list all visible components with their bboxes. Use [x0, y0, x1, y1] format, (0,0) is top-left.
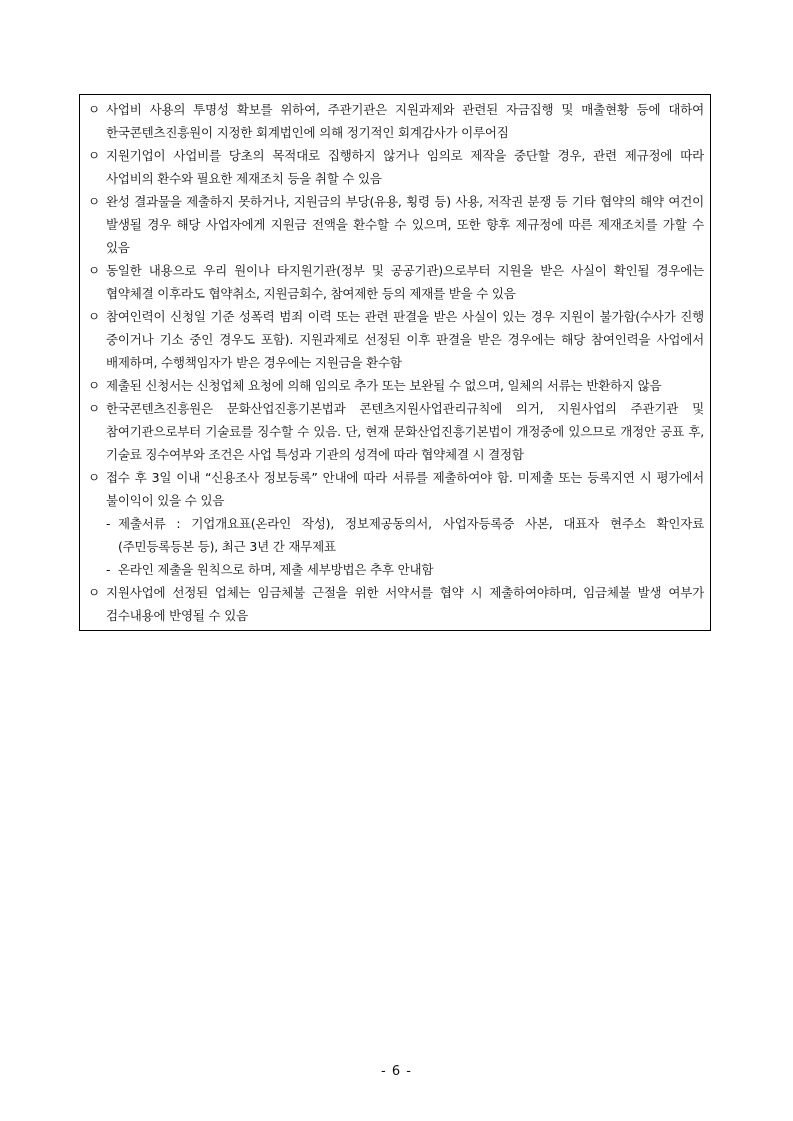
notice-text: 참여인력이 신청일 기준 성폭력 범죄 이력 또는 관련 판결을 받은 사실이 있는 경우 지원이 불가함(수사가 진행 중이거나 기소 중인 경우도 포함). 지원과제로 선정된 이후 판결을 받은 경우에는 해당 참여인력을 사업에서 배제하며, 수행책임자가 받은 경우에는 지원금을 환수함: [106, 309, 704, 370]
page-number: - 6 -: [381, 1064, 412, 1079]
sub-item-text: 온라인 제출을 원칙으로 하며, 제출 세부방법은 추후 안내함: [118, 562, 434, 577]
notice-item-refund: [88, 190, 704, 259]
notice-item-audit: [88, 98, 704, 144]
notice-text: 지원기업이 사업비를 당초의 목적대로 집행하지 않거나 임의로 제작을 중단할 경우, 관련 제규정에 따라 사업비의 환수와 필요한 제재조치 등을 취할 수 있음: [106, 148, 704, 186]
notice-item-misuse: [88, 144, 704, 190]
notice-text: 동일한 내용으로 우리 원이나 타지원기관(정부 및 공공기관)으로부터 지원을 받은 사실이 확인될 경우에는 협약체결 이후라도 협약취소, 지원금회수, 참여제한 등의 제재를 받을 수 있음: [106, 263, 704, 301]
sub-item-text: 제출서류 : 기업개요표(온라인 작성), 정보제공동의서, 사업자등록증 사본, 대표자 현주소 확인자료(주민등록등본 등), 최근 3년 간 재무제표: [118, 516, 704, 554]
bullet-mark: ㅇ: [88, 470, 101, 485]
notice-text: 사업비 사용의 투명성 확보를 위하여, 주관기관은 지원과제와 관련된 자금집행 및 매출현황 등에 대하여 한국콘텐츠진흥원이 지정한 회계법인에 의해 정기적인 회계감사가 이루어짐: [106, 102, 704, 140]
notice-text: 완성 결과물을 제출하지 못하거나, 지원금의 부당(유용, 횡령 등) 사용, 저작권 분쟁 등 기타 협약의 해약 여건이 발생될 경우 해당 사업자에게 지원금 전액을 환수할 수 있으며, 또한 향후 제규정에 따른 제재조치를 가할 수 있음: [106, 194, 704, 255]
notice-box: [79, 94, 711, 631]
bullet-mark: ㅇ: [88, 585, 101, 600]
notice-item-royalty: [88, 397, 704, 466]
sub-item-required-docs: [88, 512, 704, 558]
notice-item-credit-check: [88, 466, 704, 512]
notice-text: 접수 후 3일 이내 “신용조사 정보등록” 안내에 따라 서류를 제출하여야 함. 미제출 또는 등록지연 시 평가에서 불이익이 있을 수 있음: [106, 470, 704, 508]
notice-text: 지원사업에 선정된 업체는 임금체불 근절을 위한 서약서를 협약 시 제출하여야하며, 임금체불 발생 여부가 검수내용에 반영될 수 있음: [106, 585, 704, 623]
sub-item-online-submission: [88, 558, 704, 581]
notice-item-personnel: [88, 305, 704, 374]
notice-text: 한국콘텐츠진흥원은 문화산업진흥기본법과 콘텐츠지원사업관리규칙에 의거, 지원사업의 주관기관 및 참여기관으로부터 기술료를 징수할 수 있음. 단, 현재 문화산업진흥기본법이 개정중에 있으므로 개정안 공표 후, 기술료 징수여부와 조건은 사업 특성과 기관의 성격에 따라 협약체결 시 결정함: [106, 401, 704, 462]
dash-mark: -: [106, 562, 111, 577]
bullet-mark: ㅇ: [88, 148, 101, 163]
bullet-mark: ㅇ: [88, 194, 101, 209]
dash-mark: -: [106, 516, 111, 531]
notice-item-duplicate: [88, 259, 704, 305]
notice-item-documents: [88, 374, 704, 397]
notice-item-wage-pledge: [88, 581, 704, 627]
bullet-mark: ㅇ: [88, 102, 101, 117]
bullet-mark: ㅇ: [88, 401, 101, 416]
bullet-mark: ㅇ: [88, 263, 101, 278]
bullet-mark: ㅇ: [88, 309, 101, 324]
notice-text: 제출된 신청서는 신청업체 요청에 의해 임의로 추가 또는 보완될 수 없으며, 일체의 서류는 반환하지 않음: [106, 378, 662, 393]
bullet-mark: ㅇ: [88, 378, 101, 393]
